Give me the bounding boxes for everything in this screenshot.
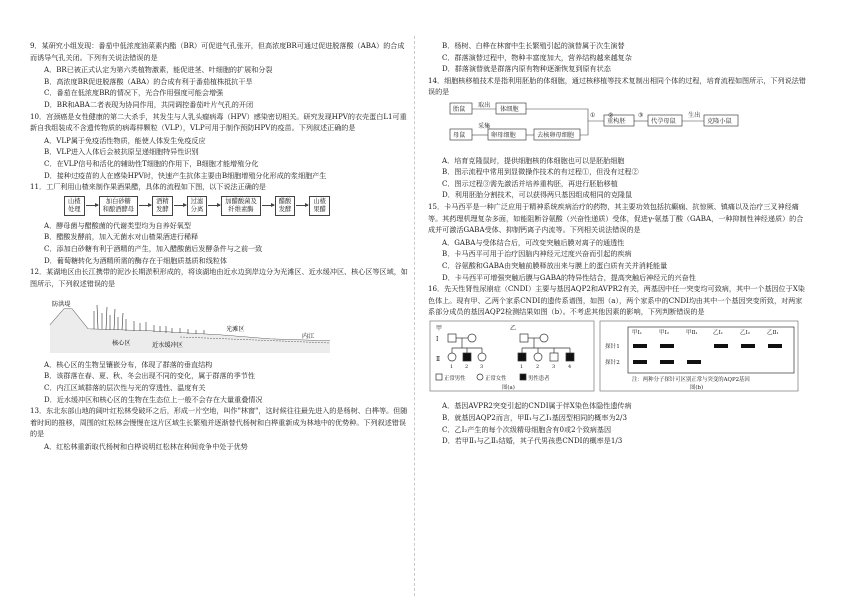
jia-II3-normal-female	[478, 353, 486, 361]
band-p1-jia-I2	[660, 344, 674, 348]
q15-option-a[interactable]: A．GABA与受体结合后，可改变突触后膜对离子的通透性	[442, 237, 625, 247]
q13-stem: 13．东北东部山地的阔叶红松林受破坏之后，形成一片空地，叫作"林窗"，这时候往往最先进入的是杨树、白桦等。但随着时间的推移，周围的红松林会慢慢在这片区域生长繁殖并逐渐替代杨树和白桦重新成为林地中的优势种。下列叙述错误的是	[30, 406, 408, 439]
yi-I1-normal-male	[520, 334, 528, 342]
jia-II-2: 2	[465, 363, 469, 370]
jia-II-3: 3	[480, 363, 484, 370]
band-p1-jia-I1	[633, 344, 647, 348]
fig14-take: 取出	[478, 101, 491, 109]
fig-b-col-1: 甲Ⅰ₁	[632, 329, 643, 336]
q10-option-b[interactable]: B．VLP进入人体后会被抗原呈递细胞特异性识别	[44, 147, 199, 157]
fig14-recon-embryo: 重构胚	[607, 117, 626, 125]
q16-option-a[interactable]: A．基因AVPR2突变引起的CNDI属于伴X染色体隐性遗传病	[442, 401, 632, 411]
fig14-collect: 采集	[478, 122, 491, 130]
fig14-birth: 生出	[688, 111, 701, 119]
fig14-mother: 母鼠	[453, 131, 466, 139]
yi-II2-normal-female	[534, 353, 542, 361]
q13-option-c[interactable]: C．群落演替过程中，物种丰富度加大，营养结构越来越复杂	[442, 52, 632, 62]
label-core: 核心区	[112, 340, 131, 348]
probe-1-label: 探针1	[605, 343, 620, 350]
label-flat: 光滩区	[226, 326, 245, 334]
flow-step-7: 山楂 果醋	[309, 196, 330, 216]
flow-step-1: 山楂 处理	[64, 196, 85, 216]
question-10	[30, 111, 410, 182]
q13-option-a[interactable]: A．红松林重新取代杨树和白桦说明红松林在种间竞争中处于优势	[44, 442, 248, 452]
label-dike: 防洪堤	[52, 301, 71, 309]
q12-option-c[interactable]: C．内江区域群落的层次性与光的穿透性、温度有关	[44, 383, 206, 393]
q16-option-b[interactable]: B．就基因AQP2而言，甲Ⅱ₁与乙Ⅰ₁基因型相同的概率为2/3	[442, 413, 627, 423]
wetland-illustration	[30, 291, 330, 353]
arrow-icon	[174, 205, 186, 206]
jia-II1-normal-female	[448, 353, 456, 361]
fig14-step2: ②	[608, 111, 614, 119]
question-14	[428, 75, 808, 201]
q11-option-c[interactable]: C．添加白砂糖有利于酒精的产生，加入醋酸菌后发酵条件与之前一致	[44, 243, 263, 253]
q12-option-d[interactable]: D．近水缓冲区和核心区的生物在生态位上一般不会存在大量重叠情况	[44, 394, 263, 404]
q14-option-b[interactable]: B．图示流程中常用到显微操作技术的有过程①，但没有过程②	[442, 167, 639, 177]
yi-II-4: 4	[568, 363, 572, 370]
q10-option-a[interactable]: A．VLP属于免疫活性物质，能使人体发生免疫反应	[44, 135, 206, 145]
q10-stem: 10．宫颈癌是女性健康的第二大杀手，其发生与人乳头瘤病毒（HPV）感染密切相关。研究发现HPV的衣壳蛋白L1可重新自我组装成不含遗传物质的病毒样颗粒（VLP），VLP可用于制作预防HPV的疫苗。下列叙述正确的是	[30, 111, 407, 133]
yi-II-3: 3	[552, 363, 556, 370]
left-column	[30, 40, 410, 453]
fig14-fetal-mouse: 胎鼠	[453, 105, 466, 113]
band-p1-yi-I2	[741, 344, 755, 348]
jia-I1-normal-male	[448, 334, 456, 342]
q10-option-d[interactable]: D．接种过疫苗的人在感染HPV时，快速产生抗体主要由B细胞增殖分化形成的浆细胞产生	[44, 170, 327, 180]
q9-stem: 9．某研究小组发现：番茄中低浓度油菜素内酯（BR）可促进气孔张开，但高浓度BR可通过促进脱落酸（ABA）的合成而诱导气孔关闭。下列有关说法错误的是	[30, 41, 405, 62]
q11-option-d[interactable]: D．葡萄糖转化为酒精所需的酶存在于细胞质基质和线粒体	[44, 255, 228, 265]
flow-step-2: 加白砂糖 和酿酒酵母	[99, 196, 138, 216]
fig14-step1: ①	[590, 111, 596, 119]
pedigree-yi-label: 乙	[510, 324, 517, 332]
fig14-surrogate: 代孕母鼠	[651, 117, 676, 125]
label-buffer: 近水缓冲区	[152, 342, 183, 350]
q12-option-b[interactable]: B．该群落在春、夏、秋、冬会出现不同的变化，属于群落的季节性	[44, 371, 255, 381]
fig14-enucleated: 去核卵母细胞	[537, 131, 575, 139]
fig-b-col-2: 甲Ⅰ₂	[659, 329, 670, 336]
gen-II-label-a: Ⅱ	[436, 355, 441, 363]
arrow-icon	[86, 205, 98, 206]
yi-I2-normal-female	[540, 334, 548, 342]
legend-affected-male: 男性患者	[528, 375, 550, 382]
q16-stem: 16．先天性肾性尿崩症（CNDI）主要与基因AQP2和AVPR2有关，两基因中任一突变均可致病，其中一个基因位于X染色体上。现有甲、乙两个家系CNDI的遗传系谱图，如图（a），两个家系中的CNDI均由其中一个基因突变所致，对两家系部分成员的基因AQP2检测结果如图（b）。不考虑其他因素的影响，下列判断错误的是	[428, 284, 805, 317]
q13-option-b[interactable]: B．杨树、白桦在林窗中生长繁殖引起的演替属于次生演替	[442, 41, 625, 50]
question-9	[30, 40, 410, 111]
fig14-clone-mouse: 克隆小鼠	[707, 117, 732, 125]
band-p2-jia-I1	[633, 360, 647, 364]
arrow-icon	[139, 205, 151, 206]
q15-option-c[interactable]: C．谷氨酸和GABA由突触前膜释放出来与膜上的蛋白质有关并消耗能量	[442, 260, 668, 270]
pedigree-jia-label: 甲	[436, 324, 443, 332]
q16-option-c[interactable]: C．乙Ⅰ₂产生的每个次级精母细胞含有0或2个致病基因	[442, 424, 612, 434]
q9-option-b[interactable]: B．高浓度BR促进脱落酸（ABA）的合成有利于番茄植株抵抗干旱	[44, 76, 253, 86]
band-p2-jia-I2	[660, 360, 674, 364]
flow-step-3: 酒精 发酵	[152, 196, 173, 216]
probe-2-label: 探针2	[605, 359, 620, 366]
arrow-icon	[208, 205, 220, 206]
fig14-step3: ③	[638, 111, 644, 119]
q9-option-c[interactable]: C．番茄在低浓度BR的情况下，光合作用强度可能会增强	[44, 88, 224, 98]
arrow-icon	[262, 205, 274, 206]
yi-II1-affected-male	[518, 353, 526, 361]
q15-stem: 15．卡马西平是一种广泛应用于精神系统疾病治疗的药物，其主要功效包括抗癫痫、抗惊厥、镇痛以及治疗三叉神经痛等。其药理机理复杂多面，如能阻断谷氨酸（兴奋性递质）受体，促进γ-氨基丁酸（GABA，一种抑制性神经递质）的合成并可激活GABA受体、抑制钙离子内流等。下列相关说法错误的是	[428, 201, 804, 235]
fig-b-col-4: 乙Ⅰ₁	[713, 329, 724, 336]
fig14-oocyte: 卵母细胞	[491, 131, 516, 139]
arrow-icon	[296, 205, 308, 206]
fig-b-col-3: 甲Ⅱ₁	[686, 329, 698, 336]
q11-option-b[interactable]: B．醋酸发酵前，加入无菌水对山楂果酒进行稀释	[44, 232, 199, 242]
question-15	[428, 201, 808, 283]
fig-b-note: 注：两种分子探针可区别正常与突变的AQP2基因	[632, 376, 750, 383]
q14-cloning-flowchart	[448, 99, 748, 151]
legend-normal-female: 正常女性	[485, 375, 507, 382]
fig-b-col-5: 乙Ⅰ₂	[740, 329, 751, 336]
jia-II-1: 1	[450, 363, 454, 370]
fig-b-col-6: 乙Ⅱ₁	[767, 329, 779, 336]
jia-II2-affected-male	[463, 353, 471, 361]
flow-step-4: 过滤 分离	[187, 196, 208, 216]
q11-option-a[interactable]: A．酵母菌与醋酸菌的代谢类型均为自养好氧型	[44, 220, 191, 230]
question-13-continued	[428, 40, 808, 75]
yi-II-1: 1	[520, 363, 524, 370]
q9-option-a[interactable]: A．BR已被正式认定为第六类植物激素，能促进茎、叶细胞的扩展和分裂	[44, 65, 273, 75]
fig14-somatic: 体细胞	[500, 105, 519, 113]
q10-option-c[interactable]: C．在VLP信号和活化的辅助性T细胞的作用下，B细胞才能增殖分化	[44, 158, 259, 168]
label-river: 内江	[302, 333, 315, 341]
q14-option-a[interactable]: A．培育克隆鼠时，提供细胞核的体细胞也可以是胚胎细胞	[442, 155, 625, 165]
flow-step-5: 加醋酸菌及 纤维素酶	[221, 196, 260, 216]
yi-II4-affected-male	[566, 353, 574, 361]
band-p2-jia-II1	[687, 360, 701, 364]
q11-stem: 11．工厂利用山楂来制作果酒果醋，具体的流程如下图，以下说法正确的是	[30, 182, 267, 192]
band-p1-yi-II1	[768, 344, 782, 348]
jia-I2-normal-female	[468, 334, 476, 342]
question-11	[30, 181, 410, 266]
q14-stem: 14．细胞核移植技术是指利用胚胎的体细胞，通过核移植等技术复制出相同个体的过程，培育流程如图所示，下列说法错误的是	[428, 75, 806, 97]
q13-option-d[interactable]: D．群落演替就是群落内原有物种逐渐恢复到原有状态	[442, 64, 611, 74]
fig-a-caption: 图(a)	[502, 384, 515, 391]
yi-II3-normal-male	[550, 353, 558, 361]
yi-II-2: 2	[536, 363, 540, 370]
band-p1-yi-I1	[714, 344, 728, 348]
q9-option-d[interactable]: D．BR和ABA二者表现为协同作用，共同调控番茄叶片气孔的开闭	[44, 99, 254, 109]
question-13	[30, 405, 410, 452]
question-12	[30, 266, 410, 405]
legend-normal-male: 正常男性	[444, 375, 466, 382]
q12-stem: 12．某湖地区由长江携带的泥沙长期淤积形成的，将该湖地由近水边到岸边分为光滩区、近水缓冲区、核心区等区域，如图所示，下列叙述错误的是	[30, 267, 408, 288]
q16-option-d[interactable]: D．若甲Ⅱ₁与乙Ⅱ₁结婚，其子代男孩患CNDI的概率是1/3	[442, 436, 623, 446]
right-column	[428, 40, 808, 447]
q12-wetland-figure	[30, 291, 410, 357]
flow-step-6: 醋酸 发酵	[275, 196, 296, 216]
fig-b-caption: 图(b)	[690, 384, 704, 391]
q15-option-d[interactable]: D．卡马西平可增强突触后膜与GABA的特异性结合，提高突触后神经元的兴奋性	[442, 272, 696, 282]
q11-flowchart	[64, 196, 410, 216]
q16-figures	[428, 319, 808, 397]
column-divider	[414, 36, 416, 596]
q12-option-a[interactable]: A．核心区的生物呈镶嵌分布，体现了群落的垂直结构	[44, 359, 213, 369]
question-16	[428, 283, 808, 447]
q14-option-d[interactable]: D．利用胚胎分割技术，可以获得两只基因组成相同的克隆鼠	[442, 190, 633, 200]
q14-option-c[interactable]: C．图示过程③需先激活并培养重构胚，再进行胚胎移植	[442, 178, 618, 188]
q15-option-b[interactable]: B．卡马西平可用于治疗因脑内神经元过度兴奋而引起的疾病	[442, 249, 632, 259]
gen-I-label-a: Ⅰ	[436, 335, 439, 343]
